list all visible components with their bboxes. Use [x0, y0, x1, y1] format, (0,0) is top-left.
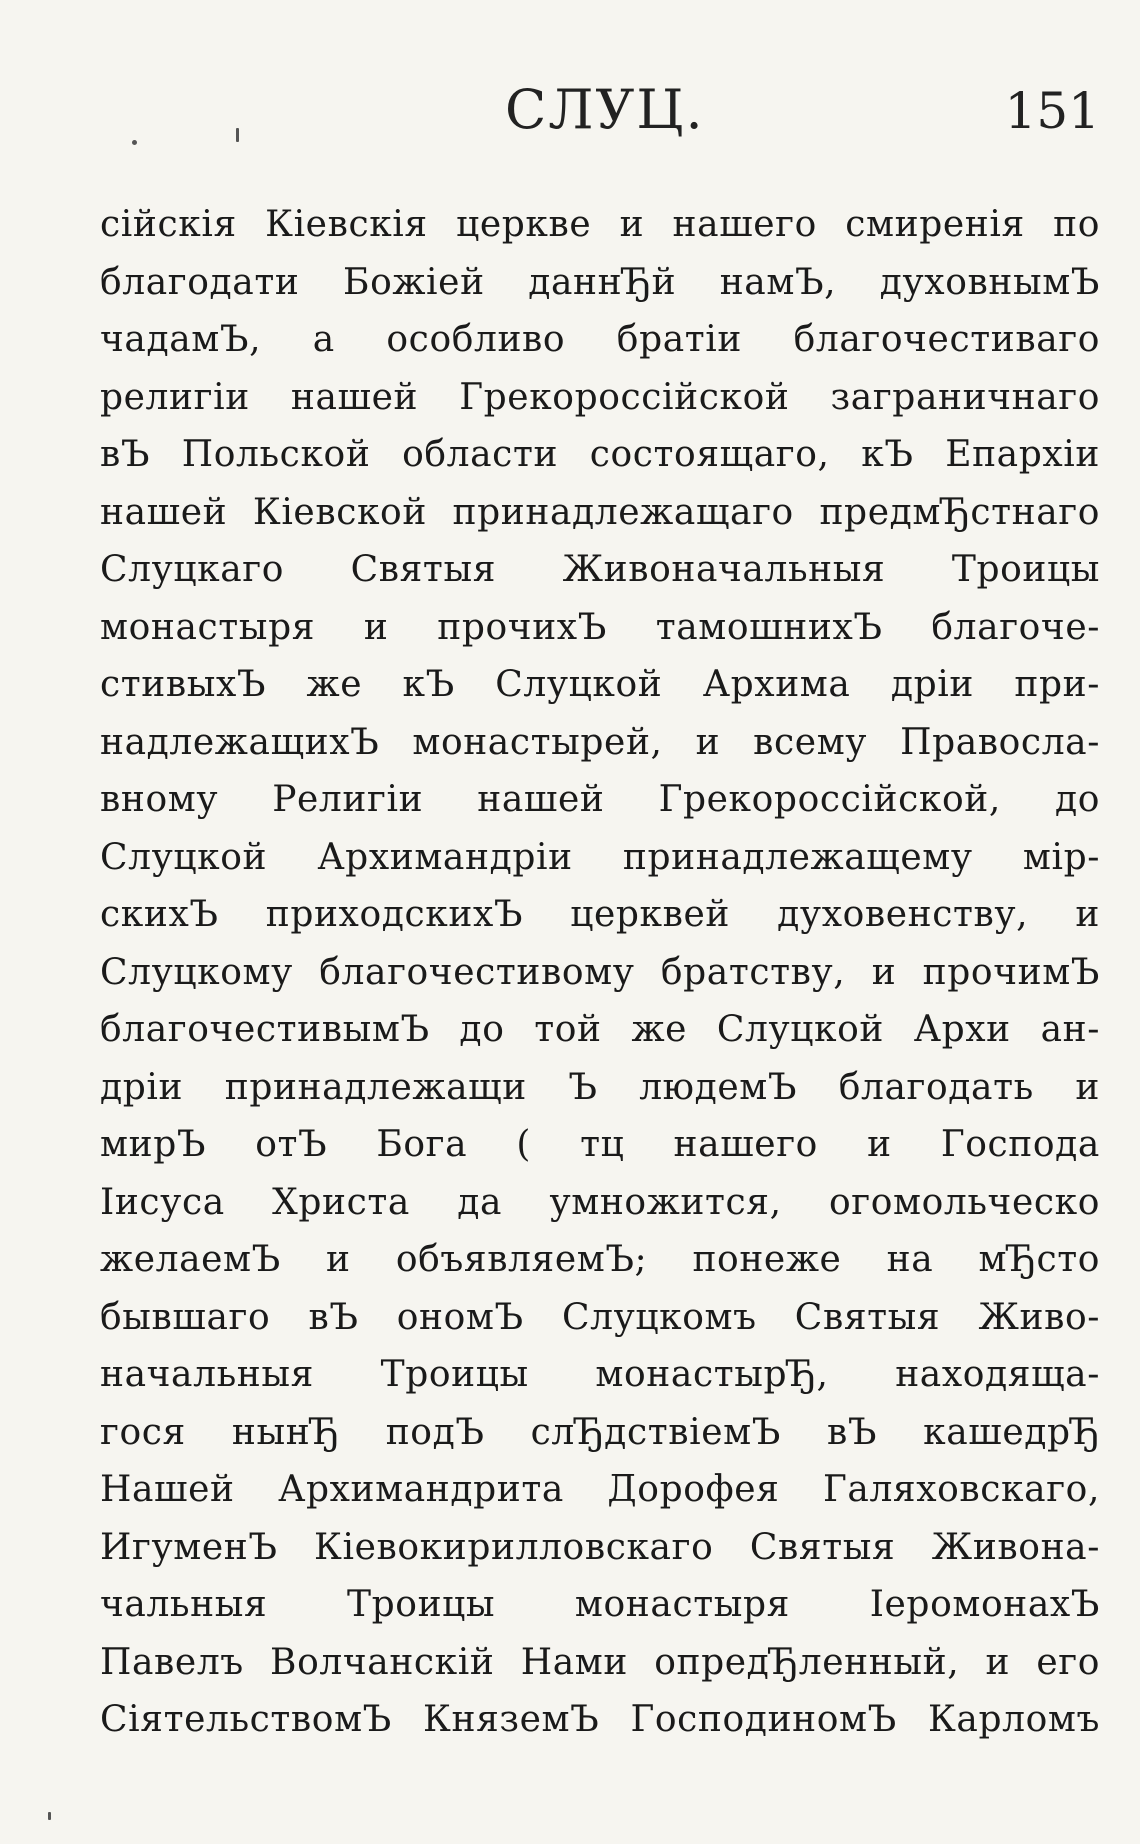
ink-speck	[236, 128, 239, 142]
text-line: благочестивымЪ до той же Слуцкой Архи ан-	[100, 1009, 1100, 1050]
text-line: Павелъ Волчанскій Нами опредЂленный, и его	[100, 1641, 1100, 1683]
text-line: дріи принадлежащи Ъ людемЪ благодать и	[100, 1066, 1100, 1108]
text-line: чальныя Троицы монастыря ІеромонахЪ	[100, 1584, 1100, 1625]
text-line: сійскія Кіевскія церкве и нашего смиренія по	[100, 204, 1100, 245]
text-line: Слуцкому благочестивому братству, и прочимЪ	[100, 951, 1100, 993]
text-line: монастыря и прочихЪ тамошнихЪ благоче-	[100, 606, 1100, 648]
text-line: благодати Божіей даннЂй намЪ, духовнымЪ	[100, 261, 1100, 303]
text-line: надлежащихЪ монастырей, и всему Правосла-	[100, 721, 1100, 763]
text-line: Іисуса Христа да умножится, огомольческо	[100, 1181, 1100, 1223]
text-line: чадамЪ, а особливо братіи благочестиваго	[100, 319, 1100, 360]
text-line: СіятельствомЪ КняземЪ ГосподиномЪ Карломъ	[100, 1699, 1100, 1740]
text-line: мирЪ отЪ Бога ( тц нашего и Господа	[100, 1124, 1100, 1165]
text-line: гося нынЂ подЪ слЂдствіемЪ вЪ кашедрЂ	[100, 1411, 1100, 1453]
ink-speck	[132, 140, 137, 145]
text-line: религіи нашей Грекороссійской заграничнаго	[100, 376, 1100, 418]
text-line: нашей Кіевской принадлежащаго предмЂстнаго	[100, 491, 1100, 533]
page-header	[100, 78, 1100, 158]
text-line: бывшаго вЪ ономЪ Слуцкомъ Святыя Живо-	[100, 1296, 1100, 1338]
text-line: Нашей Архимандрита Дорофея Галяховскаго,	[100, 1469, 1100, 1510]
text-line: стивыхЪ же кЪ Слуцкой Архима дріи при-	[100, 664, 1100, 705]
text-line: ИгуменЪ Кіевокирилловскаго Святыя Живона-	[100, 1526, 1100, 1568]
body-text	[100, 196, 1100, 1749]
text-line: скихЪ приходскихЪ церквей духовенству, и	[100, 894, 1100, 935]
page-number: 151	[1004, 82, 1100, 140]
ink-speck	[48, 1812, 51, 1820]
text-line: Слуцкой Архимандріи принадлежащему мір-	[100, 836, 1100, 878]
text-line: Слуцкаго Святыя Живоначальныя Троицы	[100, 549, 1100, 590]
text-line: вЪ Польской области состоящаго, кЪ Епархіи	[100, 434, 1100, 475]
running-head: СЛУЦ.	[505, 78, 705, 141]
text-line: желаемЪ и объявляемЪ; понеже на мЂсто	[100, 1239, 1100, 1280]
text-line: начальныя Троицы монастырЂ, находяща-	[100, 1354, 1100, 1395]
text-line: вному Религіи нашей Грекороссійской, до	[100, 779, 1100, 820]
